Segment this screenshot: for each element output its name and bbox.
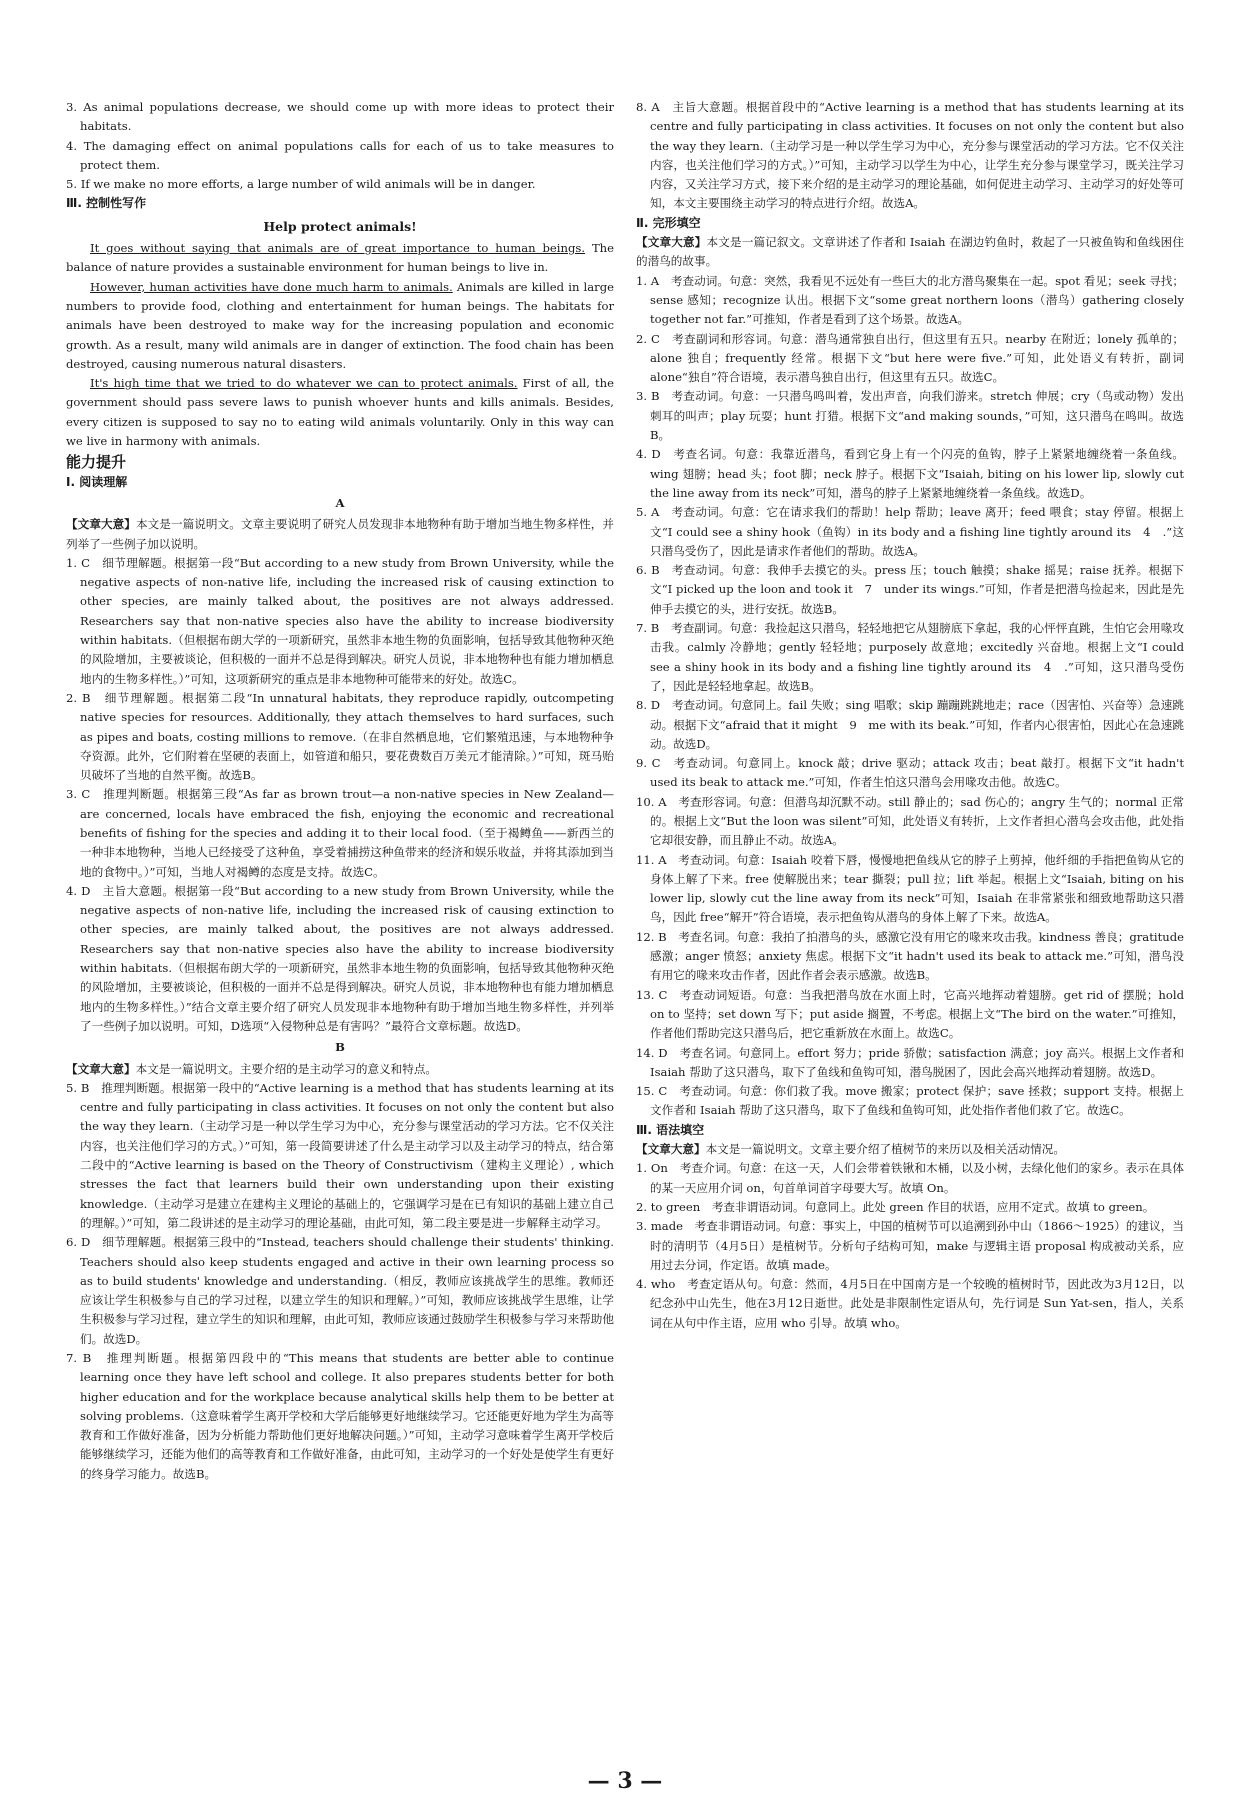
cloze-item: 2. C 考查副词和形容词。句意：潜鸟通常独自出行，但这里有五只。nearby 在附近；lonely 孤单的；alone 独自；frequently 经常。根据下文“but here were five.”可知，此处语义有转折，副词 alone“独自”符合语境，表示潜鸟独自出行，但这里有五只。故选C。: [636, 331, 1184, 385]
writing-item: 3. As animal populations decrease, we should come up with more ideas to protect their habitats.: [66, 100, 614, 134]
summary-label: 【文章大意】: [66, 517, 136, 532]
summary-grammar: [636, 1140, 1184, 1159]
section-heading-reading: Ⅰ. 阅读理解: [66, 474, 128, 489]
topic-sentence: However, human activities have done much harm to animals.: [90, 279, 453, 294]
topic-sentence: It's high time that we tried to do whatever we can to protect animals.: [90, 376, 518, 391]
answer-item: 8. A 主旨大意题。根据首段中的“Active learning is a method that has students learning at its centre and fully participating in class activities. It focuses on not only the content but also the way they learn.（主动学习是一种以学生学习为中心，充分参与课堂活动的学习方法。它不仅关注内容，也关注他们学习的方式。）”可知，主动学习以学生为中心，让学生充分参与课堂学习，既关注学习内容，又关注学习方式，接下来介绍的是主动学习的理论基础，如何促进主动学习、主动学习的好处等可知，本文主要围绕主动学习的特点进行介绍。故选A。: [636, 100, 1184, 211]
cloze-item: 14. D 考查名词。句意同上。effort 努力；pride 骄傲；satisfaction 满意；joy 高兴。根据上文作者和 Isaiah 帮助了这只潜鸟，取下了鱼线和鱼钩可知，潜鸟脱困了，因此会高兴地挥动着翅膀。故选D。: [636, 1045, 1184, 1079]
grammar-item: 1. On 考查介词。句意：在这一天，人们会带着铁锹和木桶，以及小树，去绿化他们的家乡。表示在具体的某一天应用介词 on，句首单词首字母要大写。故填 On。: [636, 1161, 1184, 1195]
cloze-item: 1. A 考查动词。句意：突然，我看见不远处有一些巨大的北方潜鸟聚集在一起。spot 看见；seek 寻找；sense 感知；recognize 认出。根据下文“some great northern loons（潜鸟）gathering closely together not far.”可推知，作者是看到了这个场景。故选A。: [636, 273, 1184, 327]
answer-item: 6. D 细节理解题。根据第三段中的“Instead, teachers should challenge their students' thinking. Teachers should also keep students engaged and active in their own learning process so as to build students' knowledge and understanding.（相反，教师应该挑战学生的思维。教师还应该让学生积极参与自己的学习过程，以建立学生的知识和理解。）”可知，教师应该挑战学生思维，让学生积极参与学习过程，建立学生的知识和理解，由此可知，教师应该通过鼓励学生积极参与学习来帮助他们。故选D。: [66, 1235, 614, 1346]
cloze-item: 6. B 考查动词。句意：我伸手去摸它的头。press 压；touch 触摸；shake 摇晃；raise 抚养。根据下文“I picked up the loon and took it 7 under its wings.”可知，作者是把潜鸟捡起来，因此是先伸手去摸它的头，进行安抚。故选B。: [636, 563, 1184, 616]
left-column: [66, 98, 614, 1484]
essay-body-text: Animals are killed in large numbers to provide food, clothing and entertainment for human beings. The habitats for animals have been destroyed to make way for the increasing population and economic growth. As a result, many wild animals are in danger of extinction. The food chain has been destroyed, causing numerous natural disasters.: [66, 279, 614, 371]
cloze-item: 4. D 考查名词。句意：我靠近潜鸟，看到它身上有一个闪亮的鱼钩，脖子上紧紧地缠绕着一条鱼线。wing 翅膀；head 头；foot 脚；neck 脖子。根据下文“Isaiah, biting on his lower lip, slowly cut the line away from its neck”可知，潜鸟的脖子上紧紧地缠绕着一条鱼线。故选D。: [636, 447, 1184, 500]
writing-item: 5. If we make no more efforts, a large number of wild animals will be in danger.: [66, 177, 536, 192]
essay-paragraph-3: [66, 374, 614, 451]
answer-item: 2. B 细节理解题。根据第二段“In unnatural habitats, they reproduce rapidly, outcompeting native species for resources. Additionally, they attach themselves to hard surfaces, such as pipes and boats, costing millions to remove.（在非自然栖息地，它们繁殖迅速，与本地物种争夺资源。此外，它们附着在坚硬的表面上，如管道和船只，要花费数百万美元才能清除。）”可知，斑马贻贝破坏了当地的自然平衡。故选B。: [66, 690, 614, 783]
writing-item: 4. The damaging effect on animal populations calls for each of us to take measures to protect them.: [66, 138, 614, 172]
cloze-item: 15. C 考查动词。句意：你们救了我。move 搬家；protect 保护；save 拯救；support 支持。根据上文作者和 Isaiah 帮助了这只潜鸟，取下了鱼线和鱼钩可知，此处指作者他们救了它。故选C。: [636, 1084, 1184, 1118]
answer-item: 1. C 细节理解题。根据第一段“But according to a new study from Brown University, while the negative aspects of non-native life, including the increased risk of causing extinction to other species, are mainly talked about, the positives are not always addressed. Researchers say that non-native species also have the ability to increase biodiversity within habitats.（但根据布朗大学的一项新研究，虽然非本地生物的负面影响，包括导致其他物种灭绝的风险增加，主要被谈论，但积极的一面并不总是得到解决。研究人员说，非本地物种也有能力增加栖息地内的生物多样性。）”可知，这项新研究的重点是非本地物种可能带来的好处。故选C。: [66, 555, 614, 686]
section-title: 能力提升: [66, 453, 127, 472]
cloze-item: 13. C 考查动词短语。句意：当我把潜鸟放在水面上时，它高兴地挥动着翅膀。get rid of 摆脱；hold on to 坚持；set down 写下；put aside 搁置，不考虑。根据上文“The bird on the water.”可推知，作者他们帮助完这只潜鸟后，把它重新放在水面上。故选C。: [636, 987, 1184, 1041]
section-heading-grammar: Ⅲ. 语法填空: [636, 1122, 705, 1137]
essay-body-text: First of all, the government should pass severe laws to punish whoever hunts and kills animals. Besides, every citizen is supposed to say no to eating wild animals voluntarily. Only in this way can we live in harmony with animals.: [66, 376, 614, 449]
essay-title: Help protect animals!: [263, 218, 417, 234]
grammar-item: 2. to green 考查非谓语动词。句意同上。此处 green 作目的状语，应用不定式。故填 to green。: [636, 1199, 1155, 1214]
summary-a: [66, 515, 614, 554]
answer-item: 4. D 主旨大意题。根据第一段“But according to a new study from Brown University, while the negative aspects of non-native life, including the increased risk of causing extinction to other species, are mainly talked about, the positives are not always addressed. Researchers say that non-native species also have the ability to increase biodiversity within habitats.（但根据布朗大学的一项新研究，虽然非本地生物的负面影响，包括导致其他物种灭绝的风险增加，主要被谈论，但积极的一面并不总是得到解决。研究人员说，非本地物种也有能力增加栖息地内的生物多样性。）”结合文章主要介绍了研究人员发现非本地物种有助于增加当地生物多样性，并列举了一些例子加以说明。可知，D选项“入侵物种总是有害吗？”最符合文章标题。故选D。: [66, 883, 614, 1033]
cloze-item: 5. A 考查动词。句意：它在请求我们的帮助！help 帮助；leave 离开；feed 喂食；stay 停留。根据上文“I could see a shiny hook（鱼钩）in its body and a fishing line tightly around its 4 .”这只潜鸟受伤了，因此是请求作者他们的帮助。故选A。: [636, 505, 1184, 558]
answer-item: 5. B 推理判断题。根据第一段中的“Active learning is a method that has students learning at its centre and fully participating in class activities. It focuses on not only the content but also the way they learn.（主动学习是一种以学生学习为中心，充分参与课堂活动的学习方法。它不仅关注内容，也关注他们学习的方式。）”可知，第一段简要讲述了什么是主动学习以及主动学习的特点，结合第二段中的“Active learning is based on the Theory of Constructivism（建构主义理论）, which stresses the fact that learners build their own understanding upon their existing knowledge.（主动学习是建立在建构主义理论的基础上的，它强调学习是在已有知识的基础上建立自己的理解。）”可知，第二段讲述的是主动学习的理论基础，由此可知，第二段主要是进一步解释主动学习。: [66, 1080, 614, 1230]
summary-label: 【文章大意】: [636, 235, 707, 250]
summary-cloze: [636, 233, 1184, 272]
cloze-item: 8. D 考查动词。句意同上。fail 失败；sing 唱歌；skip 蹦蹦跳跳地走；race（因害怕、兴奋等）急速跳动。根据下文“afraid that it might 9 me with its beak.”可知，作者内心很害怕，因此心在急速跳动。故选D。: [636, 698, 1184, 751]
summary-text: 本文是一篇说明文。文章主要说明了研究人员发现非本地物种有助于增加当地生物多样性，并列举了一些例子加以说明。: [66, 517, 614, 551]
section-heading-writing: Ⅲ. 控制性写作: [66, 196, 147, 211]
essay-paragraph-2: [66, 278, 614, 374]
cloze-item: 7. B 考查副词。句意：我捡起这只潜鸟，轻轻地把它从翅膀底下拿起，我的心怦怦直跳，生怕它会用喙攻击我。calmly 冷静地；gently 轻轻地；purposely 故意地；excitedly 兴奋地。根据上文“I could see a shiny hook in its body and a fishing line tightly around its 4 .”可知，这只潜鸟受伤了，因此是轻轻地拿起。故选B。: [636, 621, 1184, 693]
cloze-item: 11. A 考查动词。句意：Isaiah 咬着下唇，慢慢地把鱼线从它的脖子上剪掉，他纤细的手指把鱼钩从它的身体上解了下来。free 使解脱出来；tear 撕裂；pull 拉；lift 举起。根据上文“Isaiah, biting on his lower lip, slowly cut the line away from its neck”可知，Isaiah 在非常紧张和细致地帮助这只潜鸟，因此 free“解开”符合语境，表示把鱼钩从潜鸟的身体上解了下来。故选A。: [636, 852, 1184, 925]
passage-label-a: A: [335, 495, 345, 510]
topic-sentence: It goes without saying that animals are of great importance to human beings.: [90, 241, 586, 256]
cloze-item: 3. B 考查动词。句意：一只潜鸟鸣叫着，发出声音，向我们游来。stretch 伸展；cry（鸟或动物）发出刺耳的叫声；play 玩耍；hunt 打猎。根据下文“and making sounds，”可知，这只潜鸟在鸣叫。故选B。: [636, 389, 1184, 443]
answer-item: 7. B 推理判断题。根据第四段中的“This means that students are better able to continue learning once they have left school and college. It also prepares students better for both higher education and for the workplace because analytical skills help them to be better at solving problems.（这意味着学生离开学校和大学后能够更好地继续学习。它还能更好地为学生为高等教育和工作做好准备，因为分析能力帮助他们更好地解决问题。）”可知，主动学习意味着学生离开学校后能够继续学习，还能为他们的高等教育和工作做好准备，由此可知，主动学习的一个好处是使学生有更好的终身学习能力。故选B。: [66, 1351, 614, 1481]
cloze-item: 10. A 考查形容词。句意：但潜鸟却沉默不动。still 静止的；sad 伤心的；angry 生气的；normal 正常的。根据上文“But the loon was silent”可知，此处语义有转折，上文作者担心潜鸟会攻击他，此处指它却很安静，而且静止不动。故选A。: [636, 794, 1184, 848]
grammar-item: 3. made 考查非谓语动词。句意：事实上，中国的植树节可以追溯到孙中山（1866～1925）的建议，当时的清明节（4月5日）是植树节。分析句子结构可知，make 与逻辑主语 proposal 构成被动关系，应用过去分词，作定语。故填 made。: [636, 1219, 1184, 1272]
answer-item: 3. C 推理判断题。根据第三段“As far as brown trout—a non-native species in New Zealand—are concerned, locals have embraced the fish, enjoying the economic and recreational benefits of fishing for the species and adding it to their local food.（至于褐鳟鱼——新西兰的一种非本地物种，当地人已经接受了这种鱼，享受着捕捞这种鱼带来的经济和娱乐收益，并将其添加到当地的食物中。）”可知，当地人对褐鳟的态度是支持。故选C。: [66, 787, 614, 879]
essay-paragraph-1: [66, 239, 614, 278]
summary-text: 本文是一篇记叙文。文章讲述了作者和 Isaiah 在湖边钓鱼时，救起了一只被鱼钩和鱼线困住的潜鸟的故事。: [636, 235, 1184, 269]
grammar-item: 4. who 考查定语从句。句意：然而，4月5日在中国南方是一个较晚的植树时节，因此改为3月12日，以纪念孙中山先生，他在3月12日逝世。此处是非限制性定语从句，先行词是 Sun Yat-sen，指人，关系词在从句中作主语，应用 who 引导。故填 who。: [636, 1277, 1184, 1330]
summary-label: 【文章大意】: [636, 1142, 706, 1157]
cloze-item: 9. C 考查动词。句意同上。knock 敲；drive 驱动；attack 攻击；beat 敲打。根据下文“it hadn't used its beak to attack me.”可知，作者生怕这只潜鸟会用喙攻击他。故选C。: [636, 756, 1184, 790]
summary-b: [66, 1060, 614, 1079]
section-heading-cloze: Ⅱ. 完形填空: [636, 215, 701, 230]
summary-label: 【文章大意】: [66, 1061, 136, 1076]
essay-body-text: The balance of nature provides a sustainable environment for human beings to live in.: [66, 241, 614, 275]
cloze-item: 12. B 考查名词。句意：我拍了拍潜鸟的头，感激它没有用它的喙来攻击我。kindness 善良；gratitude 感激；anger 愤怒；anxiety 焦虑。根据下文“it hadn't used its beak to attack me.”可知，潜鸟没有用它的喙来攻击作者，因此作者会表示感激。故选B。: [636, 929, 1184, 983]
right-column: [636, 98, 1184, 1333]
passage-label-b: B: [335, 1040, 345, 1055]
summary-text: 本文是一篇说明文。文章主要介绍了植树节的来历以及相关活动情况。: [705, 1142, 1065, 1157]
summary-text: 本文是一篇说明文。主要介绍的是主动学习的意义和特点。: [135, 1061, 438, 1076]
page-number: — 3 —: [587, 1768, 663, 1794]
